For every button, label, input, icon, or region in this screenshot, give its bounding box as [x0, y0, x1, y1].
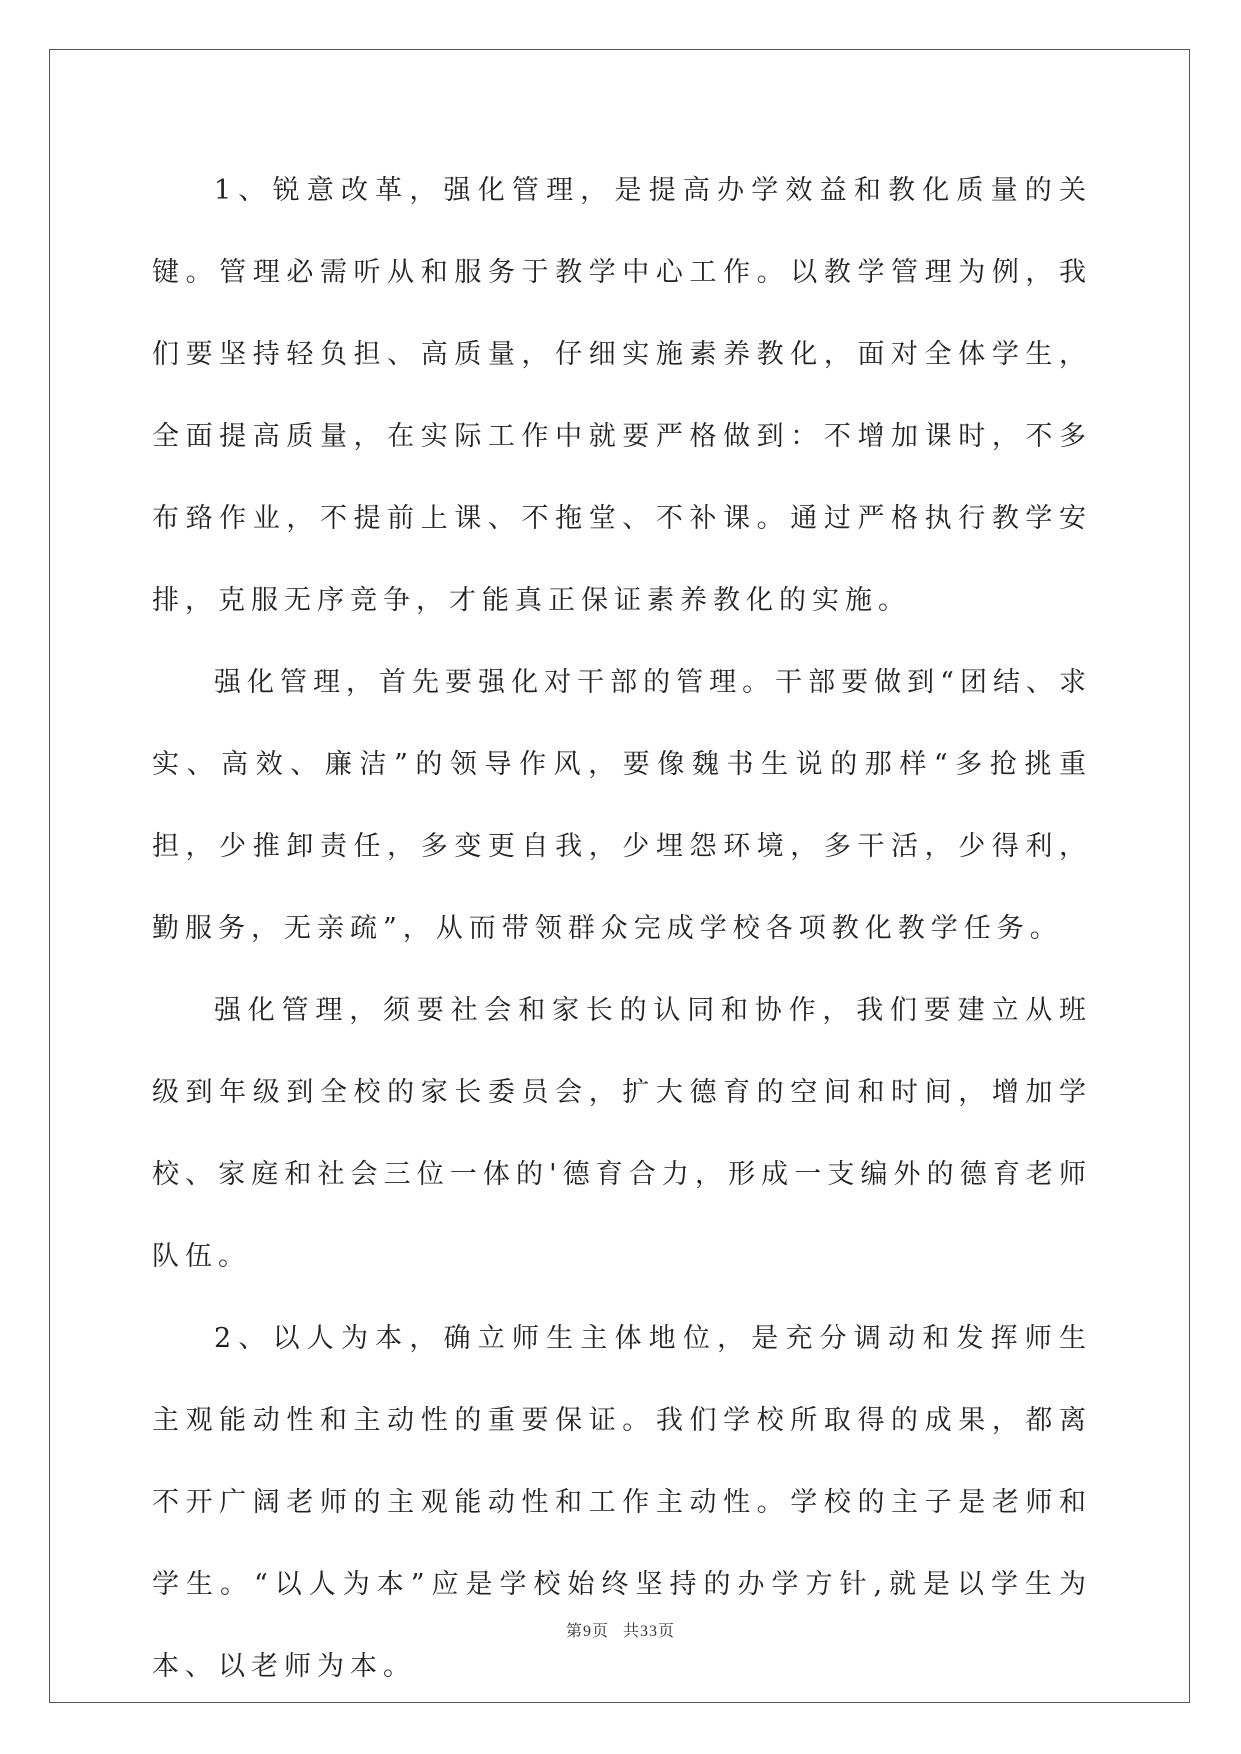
current-page-label: 第9页: [565, 1623, 609, 1640]
page-footer: [0, 1618, 1241, 1641]
paragraph-2: 强化管理，首先要强化对干部的管理。干部要做到“团结、求实、高效、廉洁”的领导作风，要像魏书生说的那样“多抢挑重担，少推卸责任，多变更自我，少埋怨环境，多干活，少得利，勤服务，无亲疏”，从而带领群众完成学校各项教化教学任务。: [152, 667, 1092, 944]
paragraph-4: 2、以人为本，确立师生主体地位，是充分调动和发挥师生主观能动性和主动性的重要保证。我们学校所取得的成果，都离不开广阔老师的主观能动性和工作主动性。学校的主子是老师和学生。“以人为本”应是学校始终坚持的办学方针,就是以学生为本、以老师为本。: [152, 1323, 1092, 1682]
paragraph-1: 1、锐意改革，强化管理，是提高办学效益和教化质量的关键。管理必需听从和服务于教学中心工作。以教学管理为例，我们要坚持轻负担、高质量，仔细实施素养教化，面对全体学生，全面提高质量，在实际工作中就要严格做到：不增加课时，不多布臵作业，不提前上课、不拖堂、不补课。通过严格执行教学安排，克服无序竞争，才能真正保证素养教化的实施。: [152, 175, 1092, 616]
document-body: [152, 150, 1092, 1708]
total-pages-label: 共33页: [623, 1623, 676, 1640]
paragraph-3: 强化管理，须要社会和家长的认同和协作，我们要建立从班级到年级到全校的家长委员会，扩大德育的空间和时间，增加学校、家庭和社会三位一体的'德育合力，形成一支编外的德育老师队伍。: [152, 995, 1092, 1272]
